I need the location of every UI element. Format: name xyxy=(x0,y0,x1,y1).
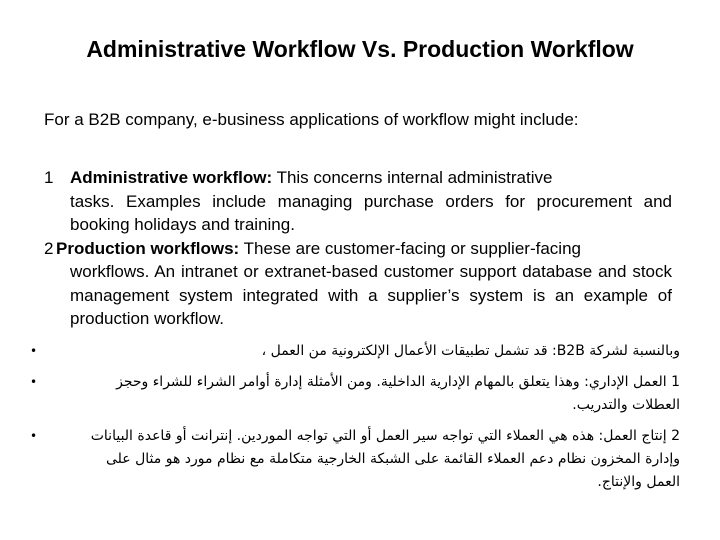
item-continuation: tasks. Examples include managing purchase orders for procurement and booking holidays and training. xyxy=(70,191,672,234)
bullet-icon: • xyxy=(30,344,38,358)
arabic-list-item xyxy=(30,340,680,363)
english-list xyxy=(44,166,672,331)
arabic-item-text: 1 العمل الإداري: وهذا يتعلق بالمهام الإدارية الداخلية. ومن الأمثلة إدارة أوامر الشراء للشراء وحجز العطلات والتدريب. xyxy=(116,374,680,413)
arabic-item-text: وبالنسبة لشركة B2B: قد تشمل تطبيقات الأعمال الإلكترونية من العمل ، xyxy=(261,343,680,359)
item-number: 1 xyxy=(44,168,54,187)
item-number: 2 xyxy=(44,238,54,258)
arabic-list-item xyxy=(30,425,680,494)
bullet-icon: • xyxy=(30,429,38,443)
arabic-item-text: 2 إنتاج العمل: هذه هي العملاء التي تواجه سير العمل أو التي تواجه الموردين. إنترانت أو قاعدة البيانات وإدارة المخزون نظام دعم العملاء القائمة على الشبكة الخارجية متكاملة مع نظام مورد هو مثال على العمل والإنتاج. xyxy=(90,428,680,490)
intro-text: For a B2B company, e-business applications of workflow might include: xyxy=(44,110,579,129)
item-term: Administrative workflow: xyxy=(70,168,273,187)
list-item-production xyxy=(44,237,672,331)
arabic-list-item xyxy=(30,371,680,417)
arabic-list xyxy=(30,340,680,502)
list-item-administrative xyxy=(44,166,672,237)
item-first-line: This concerns internal administrative xyxy=(276,168,553,187)
item-continuation: workflows. An intranet or extranet-based customer support database and stock management system integrated with a supplier’s system is an example of production workflow. xyxy=(70,262,672,328)
slide-title: Administrative Workflow Vs. Production Workflow xyxy=(86,36,634,62)
bullet-icon: • xyxy=(30,375,38,389)
item-term: Production workflows: xyxy=(56,238,240,258)
item-first-line: These are customer-facing or supplier-facing xyxy=(243,238,581,258)
